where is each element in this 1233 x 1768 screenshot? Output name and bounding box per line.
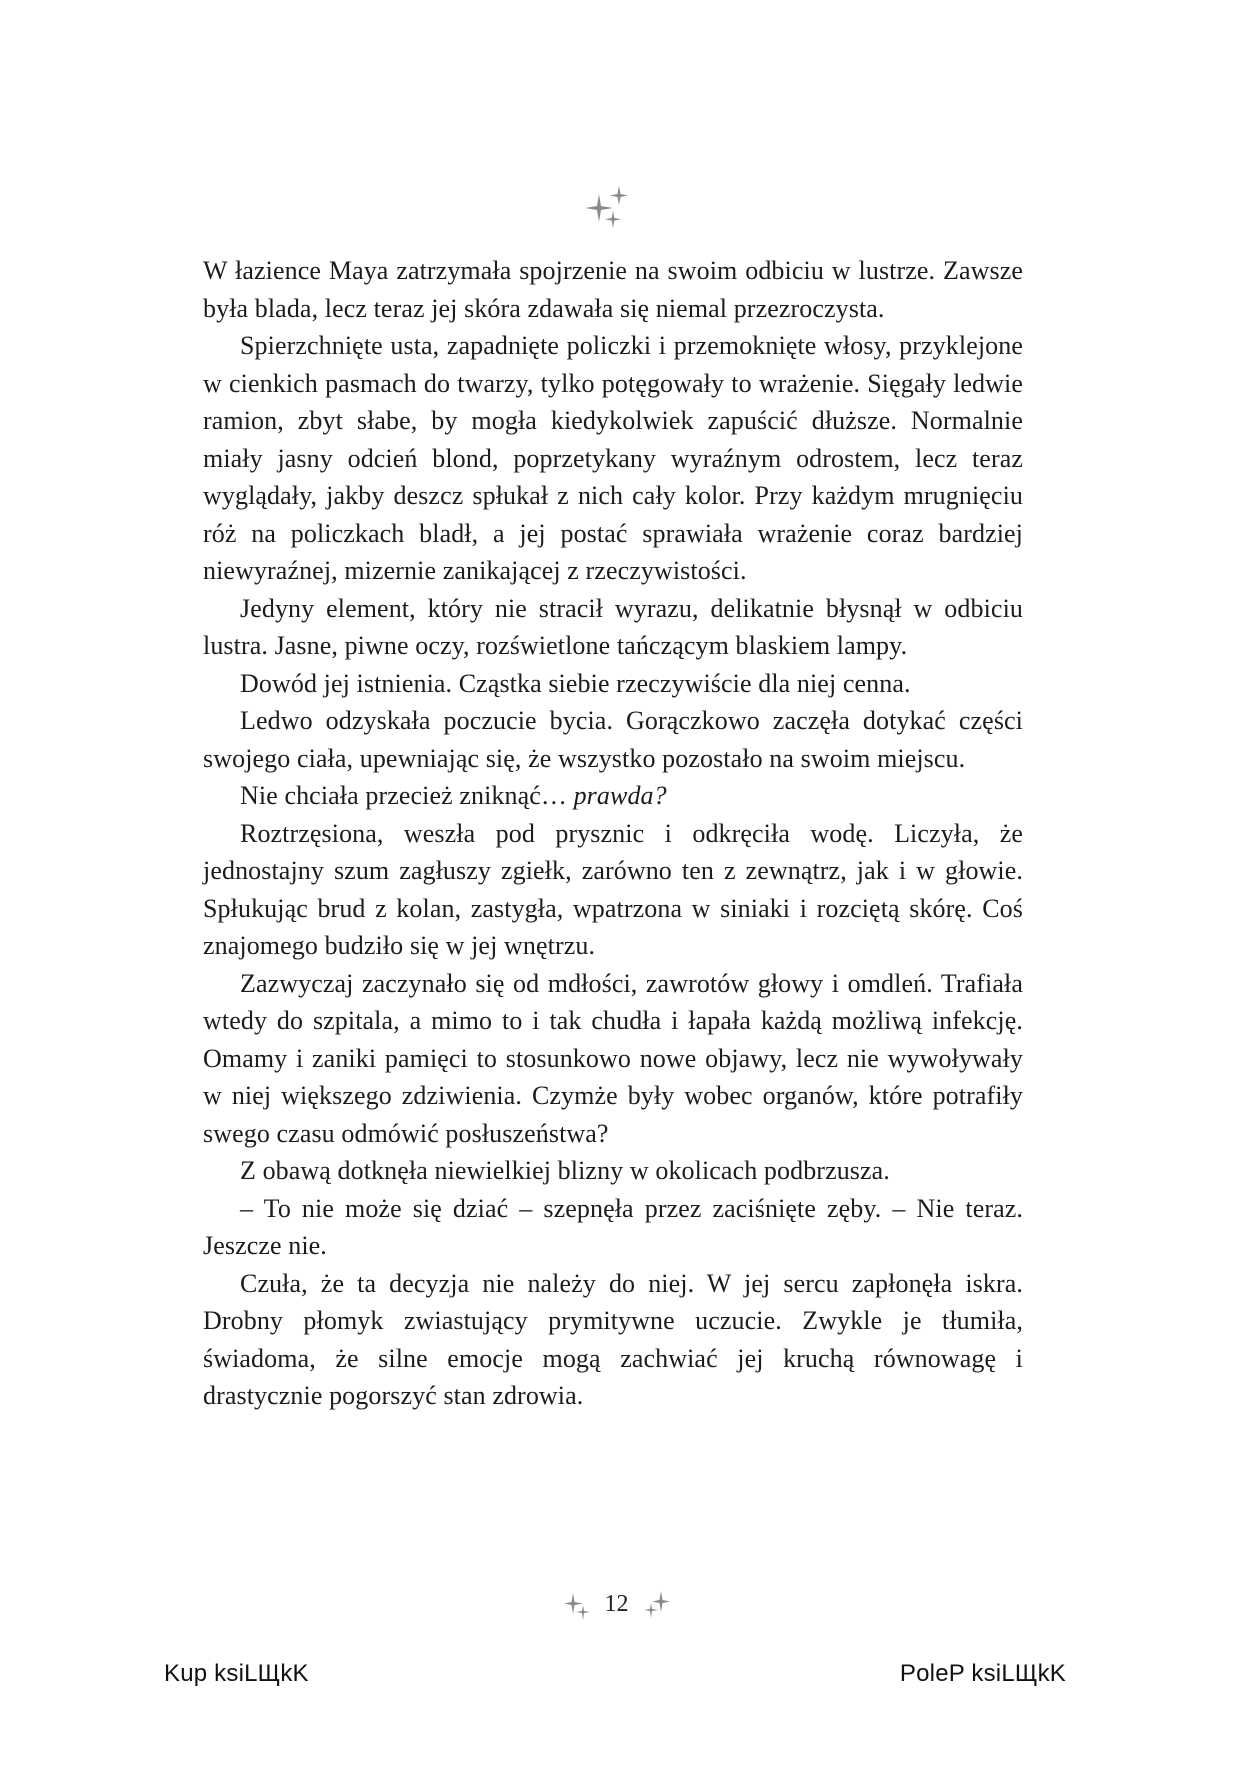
paragraph-text: – To nie może się dziać – szepnęła przez zaciśnięte zęby. – Nie teraz. Jeszcze nie. <box>203 1193 1023 1260</box>
sparkle-right-icon <box>643 1587 669 1621</box>
paragraph-text: Z obawą dotknęła niewielkiej blizny w okolicach podbrzusza. <box>240 1156 890 1185</box>
paragraph <box>203 665 1023 703</box>
paragraph <box>203 252 1023 327</box>
paragraph <box>203 965 1023 1153</box>
paragraph <box>203 1152 1023 1190</box>
paragraph-text: Czuła, że ta decyzja nie należy do niej. W jej sercu zapłonęła iskra. Drobny płomyk zwiastujący prymitywne uczucie. Zwykle je tłumiła, świadoma, że silne emocje mogą zachwiać jej kruchą równowagę i drastycznie pogorszyć stan zdrowia. <box>203 1268 1023 1410</box>
paragraph <box>203 1190 1023 1265</box>
paragraph <box>203 1265 1023 1415</box>
paragraph-text: Zazwyczaj zaczynało się od mdłości, zawrotów głowy i omdleń. Trafiała wtedy do szpitala, a mimo to i tak chudła i łapała każdą możliwą infekcję. Omamy i zaniki pamięci to stosunkowo nowe objawy, lecz nie wywoływały w niej większego zdziwienia. Czymże były wobec organów, które potrafiły swego czasu odmówić posłuszeństwa? <box>203 968 1023 1148</box>
paragraph <box>203 702 1023 777</box>
page-number: 12 <box>604 1590 629 1617</box>
paragraph <box>203 815 1023 965</box>
paragraph <box>203 590 1023 665</box>
paragraph-text: W łazience Maya zatrzymała spojrzenie na swoim odbiciu w lustrze. Zawsze była blada, lecz teraz jej skóra zdawała się niemal przezroczysta. <box>203 256 1023 323</box>
paragraph <box>203 327 1023 590</box>
main-text <box>203 252 1023 1415</box>
paragraph-text: Spierzchnięte usta, zapadnięte policzki i przemoknięte włosy, przyklejone w cienkich pasmach do twarzy, tylko potęgowały to wrażenie. Sięgały ledwie ramion, zbyt słabe, by mogła kiedykolwiek zapuścić dłuższe. Normalnie miały jasny odcień blond, poprzetykany wyraźnym odrostem, lecz teraz wyglądały, jakby deszcz spłukał z nich cały kolor. Przy każdym mrugnięciu róż na policzkach bladł, a jej postać sprawiała wrażenie coraz bardziej niewyraźnej, mizernie zanikającej z rzeczywistości. <box>203 331 1023 585</box>
paragraph-text: Jedyny element, który nie stracił wyrazu, delikatnie błysnął w odbiciu lustra. Jasne, piwne oczy, rozświetlone tańczącym blaskiem lampy. <box>203 593 1023 660</box>
page-folio <box>0 1582 1233 1626</box>
paragraph-italic-text: prawda? <box>573 781 667 810</box>
paragraph-text: Dowód jej istnienia. Cząstka siebie rzeczywiście dla niej cenna. <box>240 668 911 698</box>
paragraph-text: Ledwo odzyskała poczucie bycia. Gorączkowo zaczęła dotykać części swojego ciała, upewniając się, że wszystko pozostało na swoim miejscu. <box>203 706 1023 773</box>
paragraph <box>203 777 1023 815</box>
paragraph-text: Nie chciała przecież zniknąć… <box>240 781 574 810</box>
recommend-book-link[interactable]: PoleP ksiLЩkK <box>899 1660 1066 1687</box>
buy-book-link[interactable]: Kup ksiLЩkK <box>164 1660 309 1687</box>
paragraph-text: Roztrzęsiona, weszła pod prysznic i odkręciła wodę. Liczyła, że jednostajny szum zagłuszy zgiełk, zarówno ten z zewnątrz, jak i w głowie. Spłukując brud z kolan, zastygła, wpatrzona w siniaki i rozciętą skórę. Coś znajomego budziło się w jej wnętrzu. <box>203 818 1023 960</box>
sparkle-stars-icon <box>585 186 631 232</box>
sparkle-left-icon <box>565 1587 591 1621</box>
